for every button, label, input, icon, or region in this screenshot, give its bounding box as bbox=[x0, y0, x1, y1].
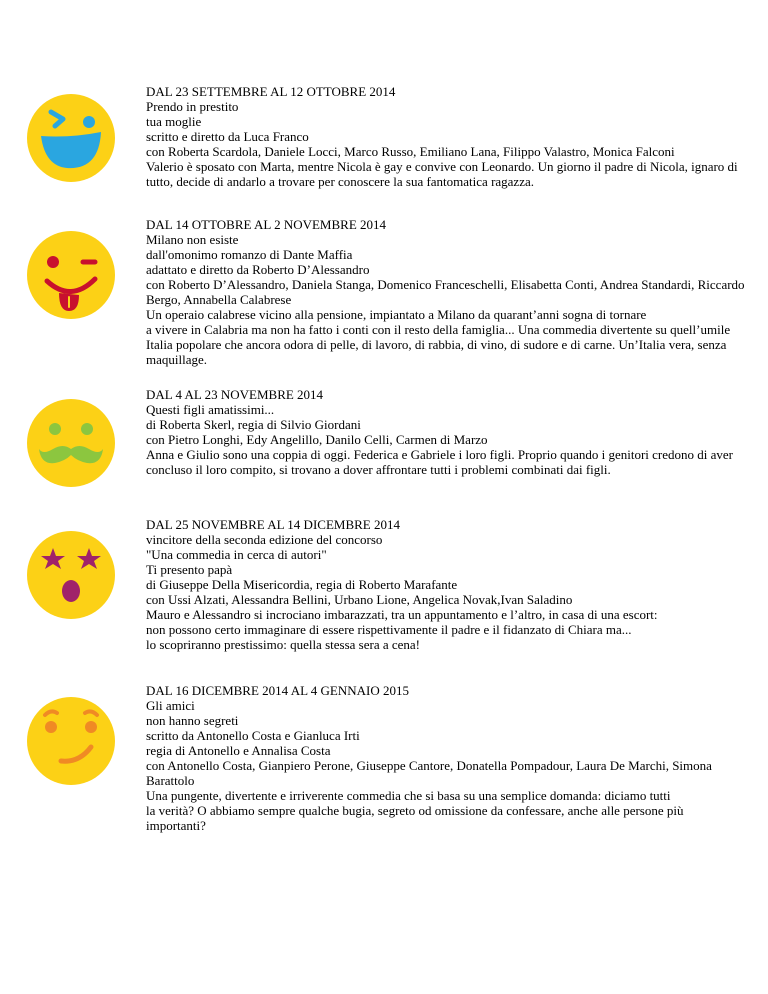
mustache-smiley-icon bbox=[27, 399, 115, 487]
show-dates: DAL 23 SETTEMBRE AL 12 OTTOBRE 2014 bbox=[146, 84, 396, 99]
show-synopsis: la verità? O abbiamo sempre qualche bugia, segreto od omissione da confessare, anche alle persone più importanti? bbox=[146, 803, 684, 833]
show-title: Questi figli amatissimi... bbox=[146, 402, 275, 417]
tongue-out-winking-smiley-icon bbox=[27, 231, 115, 319]
show-details bbox=[146, 84, 746, 189]
show-title: Milano non esiste bbox=[146, 232, 239, 247]
show-dates: DAL 14 OTTOBRE AL 2 NOVEMBRE 2014 bbox=[146, 217, 387, 232]
show-synopsis: Valerio è sposato con Marta, mentre Nicola è gay e convive con Leonardo. Un giorno il padre di Nicola, ignaro di tutto, decide di andarlo a trovare per conoscere la sua fantomatica ragazza. bbox=[146, 159, 738, 189]
show-credits: di Roberta Skerl, regia di Silvio Giordani bbox=[146, 417, 361, 432]
star-eyed-surprised-smiley-icon bbox=[27, 531, 115, 619]
show-synopsis: Mauro e Alessandro si incrociano imbarazzati, tra un appuntamento e l’altro, in casa di una escort: bbox=[146, 607, 658, 622]
show-title-line: Prendo in prestito bbox=[146, 99, 239, 114]
show-award: vincitore della seconda edizione del concorso bbox=[146, 532, 383, 547]
show-cast: con Roberto D’Alessandro, Daniela Stanga, Domenico Franceschelli, Elisabetta Conti, Andrea Standardi, Riccardo Bergo, Annabella Calabrese bbox=[146, 277, 745, 307]
show-dates: DAL 25 NOVEMBRE AL 14 DICEMBRE 2014 bbox=[146, 517, 400, 532]
show-award: "Una commedia in cerca di autori" bbox=[146, 547, 327, 562]
show-synopsis: non possono certo immaginare di essere rispettivamente il padre e il fidanzato di Chiara ma... bbox=[146, 622, 632, 637]
show-credits: scritto e diretto da Luca Franco bbox=[146, 129, 309, 144]
show-title-line: Gli amici bbox=[146, 698, 195, 713]
show-dates: DAL 16 DICEMBRE 2014 AL 4 GENNAIO 2015 bbox=[146, 683, 409, 698]
show-dates: DAL 4 AL 23 NOVEMBRE 2014 bbox=[146, 387, 324, 402]
show-source: dall'omonimo romanzo di Dante Maffia bbox=[146, 247, 353, 262]
show-synopsis: Anna e Giulio sono una coppia di oggi. Federica e Gabriele i loro figli. Proprio quando i genitori credono di aver concluso il loro compito, si trovano a dover affrontare tutti i problemi combinati dai figli. bbox=[146, 447, 734, 477]
show-cast: con Roberta Scardola, Daniele Locci, Marco Russo, Emiliano Lana, Filippo Valastro, Monica Falconi bbox=[146, 144, 675, 159]
show-details bbox=[146, 683, 746, 833]
show-details bbox=[146, 217, 746, 367]
show-title-line: non hanno segreti bbox=[146, 713, 239, 728]
show-synopsis: lo scopriranno prestissimo: quella stessa sera a cena! bbox=[146, 637, 420, 652]
winking-laughing-smiley-icon bbox=[27, 94, 115, 182]
show-author: scritto da Antonello Costa e Gianluca Irti bbox=[146, 728, 360, 743]
show-synopsis: Una pungente, divertente e irriverente commedia che si basa su una semplice domanda: diciamo tutti bbox=[146, 788, 671, 803]
show-synopsis: a vivere in Calabria ma non ha fatto i conti con il resto della famiglia... Una commedia divertente su quell’umile Italia popolare che ancora odora di pelle, di lavoro, di rabbia, di vino, di sudore e di carne. Un’Italia vera, senza maquillage. bbox=[146, 322, 731, 367]
raised-eyebrows-smiley-icon bbox=[27, 697, 115, 785]
show-title-line: tua moglie bbox=[146, 114, 202, 129]
show-credits: di Giuseppe Della Misericordia, regia di Roberto Marafante bbox=[146, 577, 458, 592]
show-cast: con Antonello Costa, Gianpiero Perone, Giuseppe Cantore, Donatella Pompadour, Laura De Marchi, Simona Barattolo bbox=[146, 758, 712, 788]
show-title: Ti presento papà bbox=[146, 562, 233, 577]
show-synopsis: Un operaio calabrese vicino alla pensione, impiantato a Milano da quarant’anni sogna di tornare bbox=[146, 307, 647, 322]
show-details bbox=[146, 517, 746, 652]
show-credits: adattato e diretto da Roberto D’Alessandro bbox=[146, 262, 370, 277]
show-credits: regia di Antonello e Annalisa Costa bbox=[146, 743, 331, 758]
show-cast: con Ussi Alzati, Alessandra Bellini, Urbano Lione, Angelica Novak,Ivan Saladino bbox=[146, 592, 573, 607]
show-details bbox=[146, 387, 746, 477]
show-cast: con Pietro Longhi, Edy Angelillo, Danilo Celli, Carmen di Marzo bbox=[146, 432, 488, 447]
